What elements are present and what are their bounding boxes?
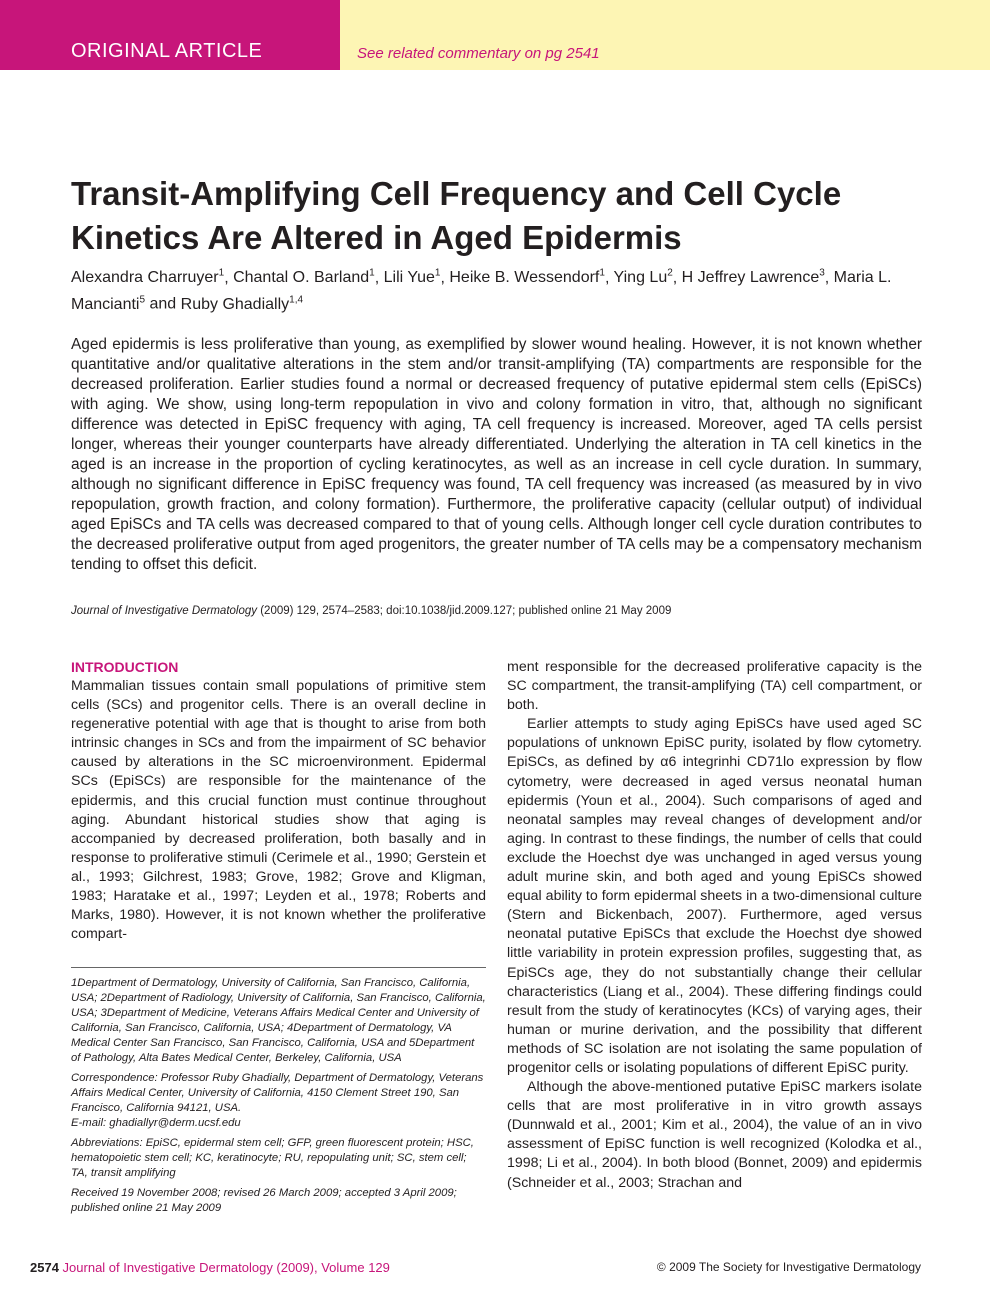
related-commentary-banner: [340, 0, 990, 70]
author: Heike B. Wessendorf$^1$: [449, 268, 605, 287]
abstract: Aged epidermis is less proliferative than young, as exemplified by slower wound healing. However, it is not known whether quantitative and/or qualitative alterations in the stem and/or transit-amplifying (TA) compartments are responsible for the decreased proliferation. Earlier studies found a normal or decreased frequency of putative epidermal stem cells (EpiSCs) with aging. We show, using long-term repopulation in vivo and colony formation in vitro, that, although no significant difference was detected in EpiSC frequency with aging, TA cell frequency is increased. Moreover, aged TA cells persist longer, whereas their younger counterparts have already differentiated. Underlying the alteration in TA cell kinetics in the aged is an increase in the proportion of cycling keratinocytes, as well as an increase in cell cycle duration. In summary, although no significant difference in EpiSC frequency was found, TA cell frequency was increased (as measured by in vivo repopulation, growth fraction, and colony formation). Furthermore, the proliferative capacity (cellular output) of individual aged EpiSCs and TA cells was decreased compared to that of young cells. Although longer cell cycle duration contributes to the decreased proliferative output from aged progenitors, the greater number of TA cells may be a compensatory mechanism tending to offset this deficit.: [71, 336, 922, 573]
header-band: [0, 0, 990, 70]
author-list: Alexandra Charruyer$^1$, Chantal O. Barland$^1$, Lili Yue$^1$, Heike B. Wessendorf$^1$, Ying Lu$^2$, H Jeffrey Lawrence$^3$, Maria L. Mancianti$^5$ and Ruby Ghadially$^{1,4}$: [71, 268, 892, 313]
body-paragraph: Although the above-mentioned putative EpiSC markers isolate cells that are most proliferative in in vitro growth assays (Dunnwald et al., 2001; Kim et al., 2004), the value of an in vivo assessment of EpiSC function is well recognized (Kolodka et al., 1998; Li et al., 2004). In both blood (Bonnet, 2009) and epidermis (Schneider et al., 2003; Strachan and: [507, 1079, 922, 1191]
footer-copyright: © 2009 The Society for Investigative Dermatology: [656, 1260, 921, 1274]
citation-line: [71, 603, 931, 619]
body-paragraph: Earlier attempts to study aging EpiSCs have used aged SC populations of unknown EpiSC purity, isolated by flow cytometry. EpiSCs, as defined by α6 integrinhi CD71lo expression by flow cytometry, were decreased in aged versus neonatal human epidermis (Youn et al., 2004). Such comparisons of aged and neonatal samples may reveal changes of development and/or aging. In contrast to these findings, the number of cells that could exclude the Hoechst dye was unchanged in aged versus young adult murine skin, and both aged and young EpiSCs showed equal ability to form epidermal sheets in a two-dimensional culture (Stern and Bickenbach, 2007). Furthermore, aged versus neonatal putative EpiSCs that exclude the Hoechst dye showed little variability in protein expression profiles, suggesting that, as EpiSCs age, they do not substantially change their cellular characteristics (Liang et al., 2004). These differing findings could result from the study of keratinocytes (KCs) of varying ages, their human or murine derivation, and the possibility that different methods of SC isolation are not isolating the same population of progenitor cells or isolating populations of different EpiSC purity.: [507, 716, 922, 1076]
article-type-label: ORIGINAL ARTICLE: [71, 40, 263, 62]
footer-journal: Journal of Investigative Dermatology (2009), Volume 129: [62, 1260, 390, 1275]
page-footer-left: [30, 1260, 390, 1275]
body-paragraph: ment responsible for the decreased proliferative capacity is the SC compartment, the transit-amplifying (TA) cell compartment, or both.: [507, 659, 922, 714]
footnotes: [71, 967, 486, 1221]
author: Lili Yue$^1$: [383, 268, 441, 287]
correspondence: Correspondence: Professor Ruby Ghadially, Department of Dermatology, Veterans Affairs Medical Center, University of California, 4150 Clement Street 190, San Francisco, California 94121, USA. E-mail: ghadiallyr@derm.ucsf.edu: [71, 1072, 484, 1129]
email[interactable]: E-mail: ghadiallyr@derm.ucsf.edu: [71, 1117, 241, 1129]
received-dates: Received 19 November 2008; revised 26 March 2009; accepted 3 April 2009; published online 21 May 2009: [71, 1187, 457, 1214]
article-title: Transit-Amplifying Cell Frequency and Cell Cycle Kinetics Are Altered in Aged Epidermis: [71, 175, 842, 256]
author: Chantal O. Barland$^1$: [233, 268, 375, 287]
section-heading-introduction: INTRODUCTION: [71, 659, 179, 675]
body-paragraph: Mammalian tissues contain small populations of primitive stem cells (SCs) and progenitor cells. There is an overall decline in regenerative potential with age that is thought to arise from both intrinsic changes in SCs and from the impairment of SC behavior caused by alterations in the SC microenvironment. Epidermal SCs (EpiSCs) are responsible for the maintenance of the epidermis, and this crucial function must continue throughout aging. Abundant historical studies show that aging is accompanied by decreased proliferation, both basally and in response to proliferative stimuli (Cerimele et al., 1990; Gerstein et al., 1993; Gilchrest, 1983; Grove, 1982; Grove and Kligman, 1983; Haratake et al., 1997; Leyden et al., 1978; Roberts and Marks, 1980). However, it is not known whether the proliferative compart-: [71, 678, 486, 943]
affiliations: 1Department of Dermatology, University of California, San Francisco, California, USA; 2Department of Radiology, University of California, San Francisco, California, USA; 3Department of Medicine, Veterans Affairs Medical Center and University of California, San Francisco, California, USA; 4Department of Dermatology, VA Medical Center San Francisco, San Francisco, California, USA and 5Department of Pathology, Alta Bates Medical Center, Berkeley, California, USA: [71, 977, 486, 1064]
citation-details: (2009) 129, 2574–2583; doi:10.1038/jid.2009.127; published online 21 May 2009: [260, 605, 672, 617]
left-column: [71, 658, 486, 944]
author: H Jeffrey Lawrence$^3$: [681, 268, 825, 287]
page-number: 2574: [30, 1260, 59, 1275]
author: Maria L. Mancianti$^5$: [71, 269, 892, 313]
author: Alexandra Charruyer$^1$: [71, 268, 225, 287]
author: Ying Lu$^2$: [613, 268, 673, 287]
right-column: [507, 658, 922, 1193]
article-type-banner: [0, 0, 340, 70]
related-commentary-link[interactable]: See related commentary on pg 2541: [357, 45, 600, 62]
author: Ruby Ghadially$^{1,4}$: [180, 294, 304, 313]
citation-journal: Journal of Investigative Dermatology: [71, 605, 258, 617]
abbreviations: Abbreviations: EpiSC, epidermal stem cell; GFP, green fluorescent protein; HSC, hematopoietic stem cell; KC, keratinocyte; RU, repopulating unit; SC, stem cell; TA, transit amplifying: [71, 1137, 474, 1179]
